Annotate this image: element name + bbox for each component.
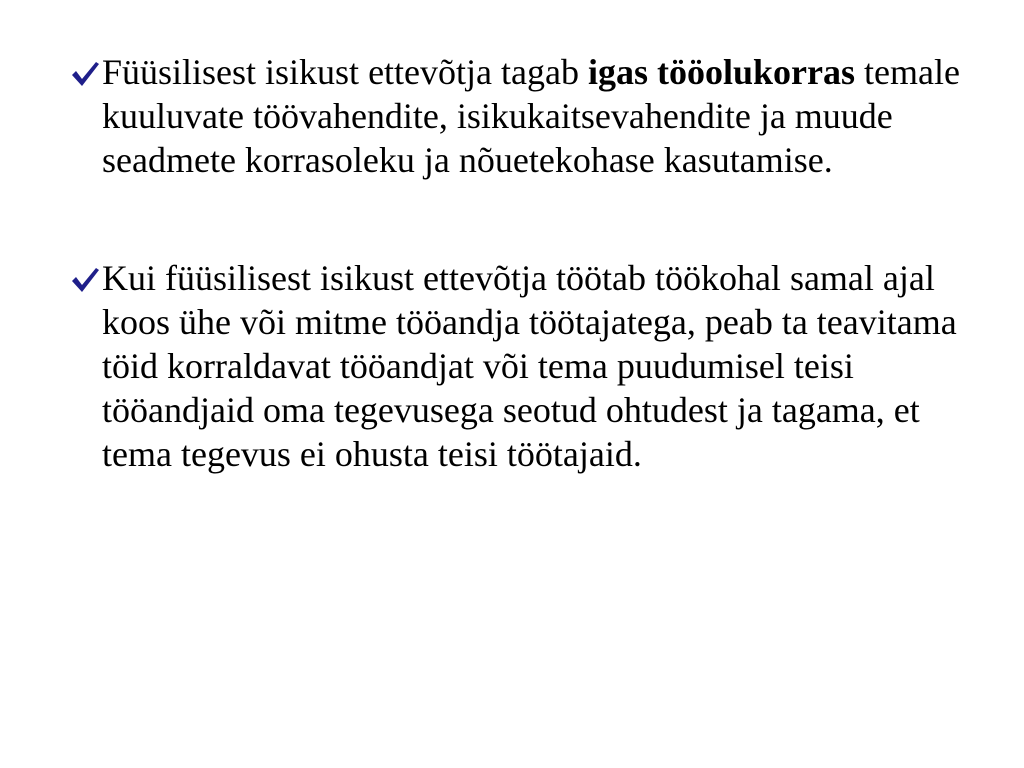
bullet-text-1-emphasis: igas tööolukorras <box>587 52 855 92</box>
bullet-list <box>64 50 974 476</box>
checkmark-icon <box>70 60 100 88</box>
checkmark-icon <box>70 266 100 294</box>
bullet-item-2 <box>64 256 974 476</box>
bullet-text-2: Kui füüsilisest isikust ettevõtja töötab töökohal samal ajal koos ühe või mitme tööandja töötajatega, peab ta teavitama töid korraldavat tööandjat või tema puudumisel teisi tööandjaid oma tegevusega seotud ohtudest ja tagama, et tema tegevus ei ohusta teisi töötajaid. <box>102 258 957 474</box>
bullet-text-1b: temale kuuluvate töövahendite, isikukaitsevahendite ja muude seadmete korrasoleku ja nõuetekohase kasutamise. <box>102 52 960 180</box>
bullet-item-1 <box>64 50 974 182</box>
bullet-text-1a: Füüsilisest isikust ettevõtja tagab <box>102 52 588 92</box>
